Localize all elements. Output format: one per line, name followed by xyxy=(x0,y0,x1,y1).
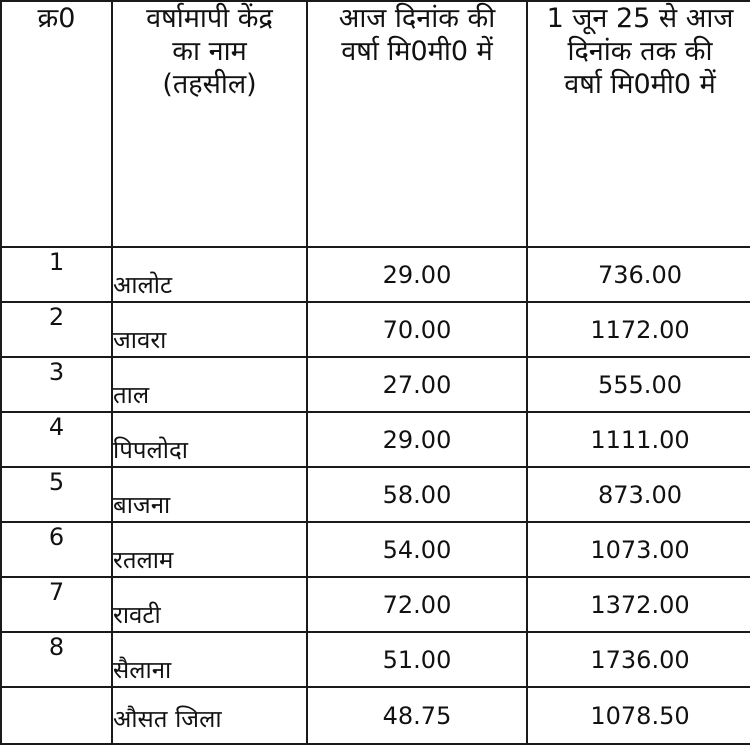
table-row xyxy=(1,302,750,357)
serial-cell: 2 xyxy=(1,302,112,357)
station-name-cell: रावटी xyxy=(112,577,307,632)
today-rainfall-cell: 54.00 xyxy=(307,522,527,577)
header-serial-line: क्र0 xyxy=(37,3,76,34)
serial-cell: 3 xyxy=(1,357,112,412)
today-rainfall-cell: 51.00 xyxy=(307,632,527,687)
serial-cell: 5 xyxy=(1,467,112,522)
header-cumulative-rainfall xyxy=(527,1,750,247)
today-rainfall-cell: 72.00 xyxy=(307,577,527,632)
header-row xyxy=(1,1,750,247)
today-rainfall-cell: 29.00 xyxy=(307,247,527,302)
cumulative-rainfall-cell: 1736.00 xyxy=(527,632,750,687)
serial-cell: 1 xyxy=(1,247,112,302)
table-row xyxy=(1,577,750,632)
cumulative-rainfall-cell: 1172.00 xyxy=(527,302,750,357)
station-name-cell: जावरा xyxy=(112,302,307,357)
station-name-cell: बाजना xyxy=(112,467,307,522)
serial-cell: 4 xyxy=(1,412,112,467)
header-station-line: का नाम xyxy=(172,36,247,67)
header-station-line: वर्षामापी केंद्र xyxy=(146,3,273,34)
average-today-rainfall: 48.75 xyxy=(307,687,527,744)
today-rainfall-cell: 70.00 xyxy=(307,302,527,357)
cumulative-rainfall-cell: 873.00 xyxy=(527,467,750,522)
table-row xyxy=(1,412,750,467)
station-name-cell: आलोट xyxy=(112,247,307,302)
cumulative-rainfall-cell: 736.00 xyxy=(527,247,750,302)
district-average-label: औसत जिला xyxy=(112,687,307,744)
table-row xyxy=(1,522,750,577)
header-today-line: आज दिनांक की xyxy=(338,3,496,34)
serial-cell: 8 xyxy=(1,632,112,687)
header-today-line: वर्षा मि0मी0 में xyxy=(341,36,493,67)
station-name-cell: पिपलोदा xyxy=(112,412,307,467)
cumulative-rainfall-cell: 1372.00 xyxy=(527,577,750,632)
table-row xyxy=(1,467,750,522)
table-row xyxy=(1,247,750,302)
header-cumulative-line: वर्षा मि0मी0 में xyxy=(564,69,716,100)
serial-cell: 7 xyxy=(1,577,112,632)
header-cumulative-line: दिनांक तक की xyxy=(567,36,713,67)
table-row xyxy=(1,632,750,687)
header-station-line: (तहसील) xyxy=(162,69,257,100)
station-name-cell: रतलाम xyxy=(112,522,307,577)
header-serial xyxy=(1,1,112,247)
station-name-cell: सैलाना xyxy=(112,632,307,687)
today-rainfall-cell: 27.00 xyxy=(307,357,527,412)
average-cumulative-rainfall: 1078.50 xyxy=(527,687,750,744)
station-name-cell: ताल xyxy=(112,357,307,412)
serial-cell: 6 xyxy=(1,522,112,577)
serial-cell xyxy=(1,687,112,744)
cumulative-rainfall-cell: 555.00 xyxy=(527,357,750,412)
table-row xyxy=(1,357,750,412)
today-rainfall-cell: 29.00 xyxy=(307,412,527,467)
cumulative-rainfall-cell: 1111.00 xyxy=(527,412,750,467)
cumulative-rainfall-cell: 1073.00 xyxy=(527,522,750,577)
today-rainfall-cell: 58.00 xyxy=(307,467,527,522)
district-average-row xyxy=(1,687,750,744)
header-cumulative-line: 1 जून 25 से आज xyxy=(546,3,734,34)
header-station xyxy=(112,1,307,247)
header-today-rainfall xyxy=(307,1,527,247)
